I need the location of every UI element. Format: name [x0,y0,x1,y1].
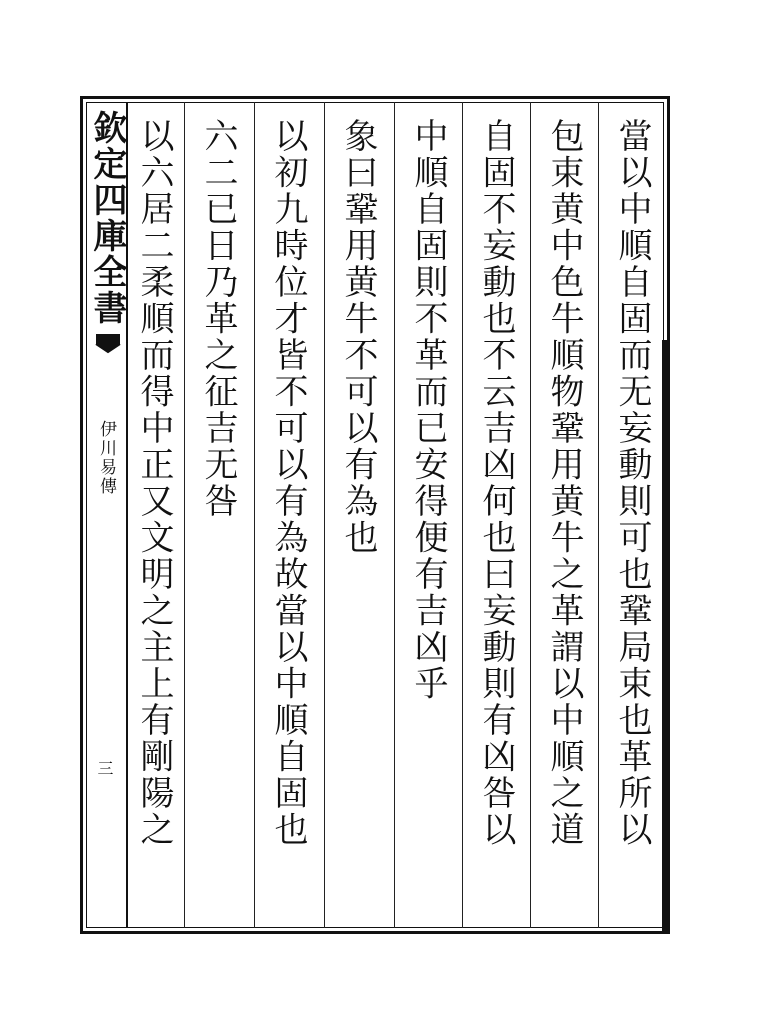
column-rule [598,102,599,928]
column-rule [184,102,185,928]
page-border-right-thick [662,340,670,934]
text-column-6: 以初九時位才皆不可以有為故當以中順自固也 [268,118,308,848]
column-rule [462,102,463,928]
text-column-3: 自固不妄動也不云吉凶何也曰妄動則有凶咎以 [476,118,516,848]
book-title: 伊川易傳 [96,420,116,496]
column-rule [254,102,255,928]
text-column-4: 中順自固則不革而已安得便有吉凶乎 [408,118,448,702]
column-rule [324,102,325,928]
text-column-5: 象曰鞏用黄牛不可以有為也 [338,118,378,556]
column-rule [530,102,531,928]
text-column-2: 包束黄中色牛順物鞏用黄牛之革謂以中順之道 [544,118,584,848]
text-column-8: 以六居二柔順而得中正又文明之主上有剛陽之 [134,118,174,848]
fish-tail-mark [94,330,122,370]
text-column-7: 六二已日乃革之征吉无咎 [198,118,238,520]
column-rule [394,102,395,928]
series-title: 欽定四庫全書 [87,110,127,326]
text-column-1: 當以中順自固而无妄動則可也鞏局束也革所以 [612,118,652,848]
page-number: 三 [95,760,114,776]
